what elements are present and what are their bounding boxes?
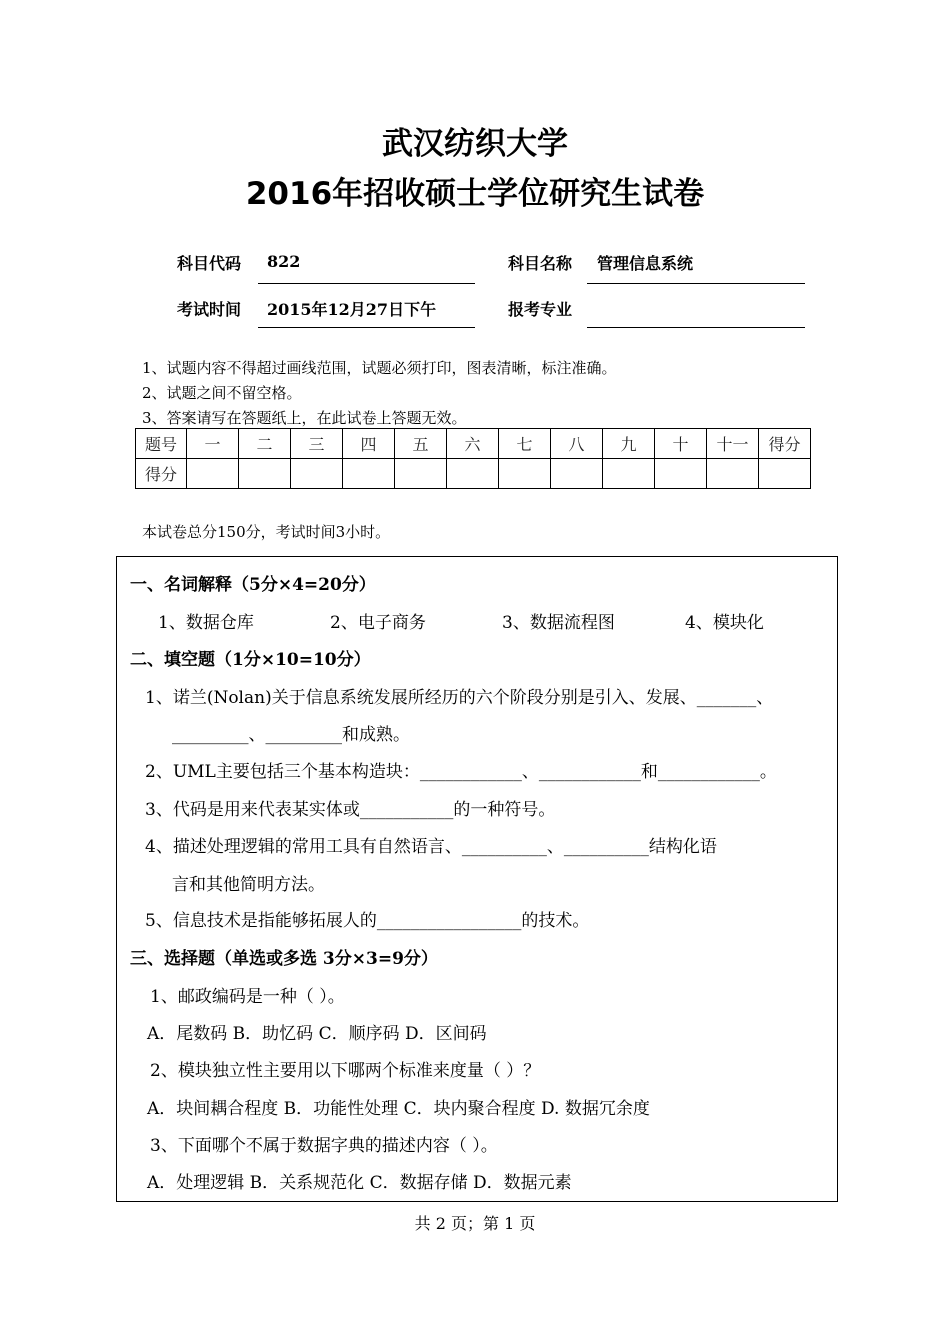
score-header-cell: 七 <box>499 429 551 459</box>
score-cell <box>291 459 343 489</box>
score-header-cell: 八 <box>551 429 603 459</box>
score-header-cell: 九 <box>603 429 655 459</box>
question-line: 1、诺兰(Nolan)关于信息系统发展所经历的六个阶段分别是引入、发展、_______、 <box>145 688 774 708</box>
score-table-score-row <box>136 459 811 489</box>
score-header-cell: 十一 <box>707 429 759 459</box>
score-header-cell: 二 <box>239 429 291 459</box>
score-header-cell: 四 <box>343 429 395 459</box>
score-cell <box>551 459 603 489</box>
term-item: 3、数据流程图 <box>502 613 615 633</box>
section-title: 一、名词解释（5分×4=20分） <box>130 575 376 595</box>
score-cell <box>499 459 551 489</box>
score-cell <box>187 459 239 489</box>
subject-code-label: 科目代码 <box>177 254 242 273</box>
question-line: 言和其他简明方法。 <box>172 875 325 895</box>
term-item: 2、电子商务 <box>330 613 426 633</box>
subject-code-value: 822 <box>267 252 301 271</box>
score-header-cell: 三 <box>291 429 343 459</box>
subject-name-underline <box>587 283 805 284</box>
score-header-cell: 十 <box>655 429 707 459</box>
note-item: 2、试题之间不留空格。 <box>142 384 302 402</box>
score-header-cell: 得分 <box>759 429 811 459</box>
score-cell <box>603 459 655 489</box>
page-number: 共 2 页；第 1 页 <box>414 1214 536 1233</box>
question-line: 2、模块独立性主要用以下哪两个标准来度量（ ）？ <box>150 1061 541 1081</box>
exam-school-title: 武汉纺织大学 <box>382 126 568 162</box>
major-underline <box>587 327 805 328</box>
score-table-header-row <box>136 429 811 459</box>
subject-name-value: 管理信息系统 <box>597 254 694 273</box>
question-line: 3、下面哪个不属于数据字典的描述内容（ ）。 <box>150 1136 498 1156</box>
option-line: A．处理逻辑 B．关系规范化 C．数据存储 D．数据元素 <box>147 1173 572 1193</box>
section-title: 三、选择题（单选或多选 3分×3=9分） <box>130 949 438 969</box>
score-header-cell: 题号 <box>136 429 187 459</box>
option-line: A．尾数码 B．助忆码 C．顺序码 D．区间码 <box>147 1024 487 1044</box>
exam-title: 2016年招收硕士学位研究生试卷 <box>245 176 705 212</box>
term-item: 4、模块化 <box>685 613 764 633</box>
score-cell <box>395 459 447 489</box>
score-row-label: 得分 <box>136 459 187 489</box>
score-header-cell: 五 <box>395 429 447 459</box>
score-cell <box>343 459 395 489</box>
option-line: A．块间耦合程度 B．功能性处理 C．块内聚合程度 D. 数据冗余度 <box>147 1099 650 1119</box>
question-line: 3、代码是用来代表某实体或___________的一种符号。 <box>145 800 556 820</box>
question-line: 4、描述处理逻辑的常用工具有自然语言、__________、__________结构化语 <box>145 837 717 857</box>
score-cell <box>759 459 811 489</box>
question-line: 1、邮政编码是一种（ ）。 <box>150 987 345 1007</box>
score-table <box>135 428 811 489</box>
subject-name-label: 科目名称 <box>508 254 573 273</box>
note-item: 1、试题内容不得超过画线范围，试题必须打印，图表清晰，标注准确。 <box>142 359 617 377</box>
question-line: 2、UML主要包括三个基本构造块：____________、____________和____________。 <box>145 762 777 782</box>
major-label: 报考专业 <box>508 300 573 319</box>
exam-time-underline <box>258 327 475 328</box>
exam-time-value: 2015年12月27日下午 <box>267 300 437 319</box>
subject-code-underline <box>258 283 475 284</box>
score-header-cell: 一 <box>187 429 239 459</box>
question-line: 5、信息技术是指能够拓展人的_________________的技术。 <box>145 911 590 931</box>
exam-time-label: 考试时间 <box>177 300 242 319</box>
section-title: 二、填空题（1分×10=10分） <box>130 650 371 670</box>
score-cell <box>447 459 499 489</box>
question-line: _________、_________和成熟。 <box>172 725 410 745</box>
score-cell <box>239 459 291 489</box>
score-cell <box>707 459 759 489</box>
term-item: 1、数据仓库 <box>158 613 254 633</box>
score-cell <box>655 459 707 489</box>
score-header-cell: 六 <box>447 429 499 459</box>
note-item: 3、答案请写在答题纸上，在此试卷上答题无效。 <box>142 409 467 427</box>
total-score-note: 本试卷总分150分，考试时间3小时。 <box>142 523 391 541</box>
